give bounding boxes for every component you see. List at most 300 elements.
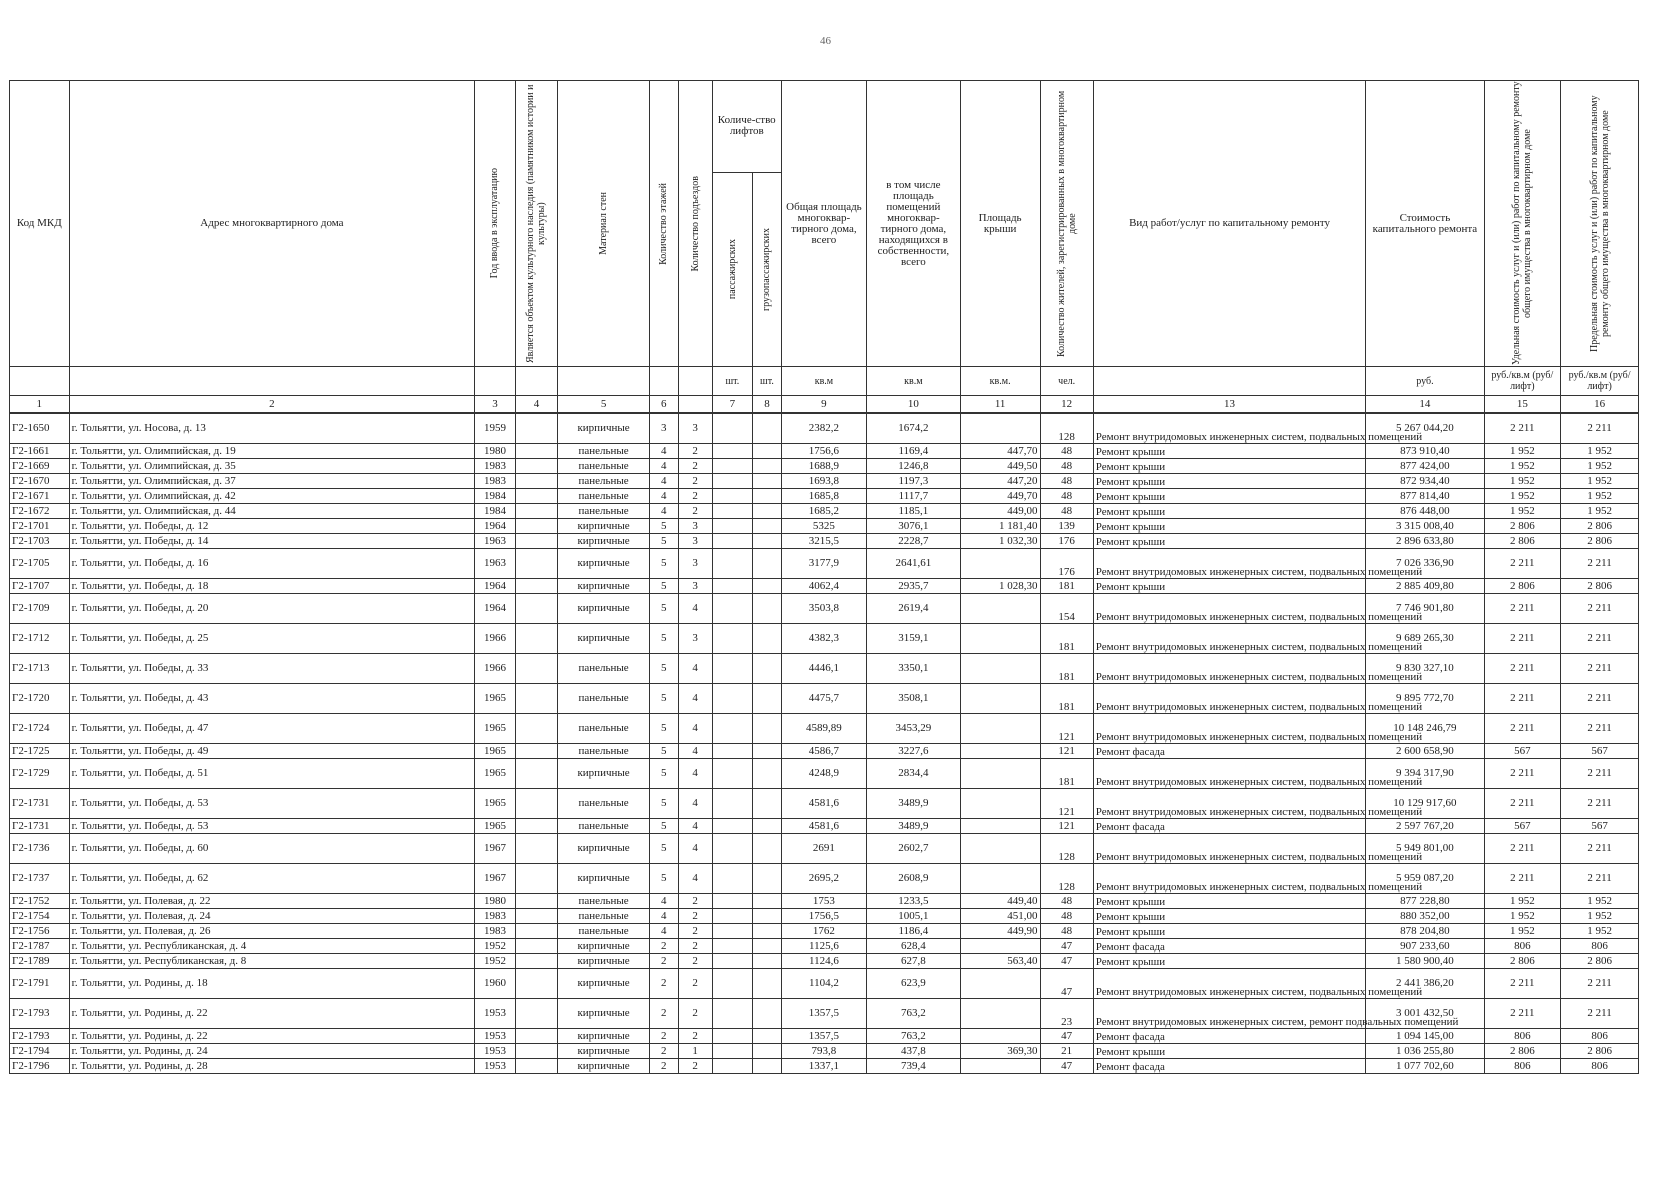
- cell-total-area: 4248,9: [781, 759, 866, 789]
- cell-residents: 181: [1040, 684, 1093, 714]
- cell-owned-area: 2602,7: [867, 834, 961, 864]
- cell-code: Г2-1712: [10, 624, 70, 654]
- column-number-row: [10, 396, 1639, 414]
- cell-code: Г2-1731: [10, 789, 70, 819]
- cell-entrances: 4: [678, 834, 712, 864]
- cell-cost: 5 267 044,20: [1366, 413, 1484, 444]
- cell-residents: 121: [1040, 819, 1093, 834]
- cell-code: Г2-1720: [10, 684, 70, 714]
- cell-max-cost: 2 211: [1561, 594, 1639, 624]
- table-row: [10, 999, 1639, 1029]
- cell-entrances: 2: [678, 459, 712, 474]
- cell-year: 1983: [475, 924, 515, 939]
- cell-roof-area: 449,90: [960, 924, 1040, 939]
- cell-floors: 5: [649, 579, 678, 594]
- table-row: [10, 1044, 1639, 1059]
- cell-owned-area: 3350,1: [867, 654, 961, 684]
- cell-unit-cost: 2 806: [1484, 519, 1561, 534]
- cell-address: г. Тольятти, ул. Победы, д. 16: [69, 549, 475, 579]
- cell-entrances: 2: [678, 474, 712, 489]
- cell-roof-area: 1 032,30: [960, 534, 1040, 549]
- cell-lifts-passenger: [712, 924, 752, 939]
- cell-unit-cost: 806: [1484, 1029, 1561, 1044]
- column-number: 11: [960, 396, 1040, 414]
- cell-residents: 47: [1040, 954, 1093, 969]
- cell-code: Г2-1752: [10, 894, 70, 909]
- cell-address: г. Тольятти, ул. Победы, д. 53: [69, 819, 475, 834]
- cell-floors: 5: [649, 624, 678, 654]
- header-floors: Количество этажей: [649, 81, 678, 367]
- cell-lifts-passenger: [712, 504, 752, 519]
- cell-year: 1980: [475, 894, 515, 909]
- cell-work-type: Ремонт крыши: [1093, 489, 1366, 504]
- cell-roof-area: [960, 654, 1040, 684]
- cell-cost: 2 885 409,80: [1366, 579, 1484, 594]
- cell-owned-area: 627,8: [867, 954, 961, 969]
- cell-work-type: Ремонт крыши: [1093, 519, 1366, 534]
- cell-roof-area: [960, 744, 1040, 759]
- cell-lifts-passenger: [712, 954, 752, 969]
- cell-residents: 121: [1040, 714, 1093, 744]
- table-row: [10, 504, 1639, 519]
- header-cultural: Является объектом культурного наследия (памятником истории и культуры): [515, 81, 558, 367]
- cell-year: 1963: [475, 534, 515, 549]
- cell-lifts-passenger: [712, 624, 752, 654]
- cell-address: г. Тольятти, ул. Родины, д. 24: [69, 1044, 475, 1059]
- table-row: [10, 413, 1639, 444]
- cell-lifts-cargo: [753, 834, 782, 864]
- cell-cost: 873 910,40: [1366, 444, 1484, 459]
- cell-total-area: 1357,5: [781, 999, 866, 1029]
- cell-lifts-cargo: [753, 684, 782, 714]
- cell-roof-area: [960, 999, 1040, 1029]
- cell-work-type: Ремонт крыши: [1093, 894, 1366, 909]
- cell-cost: 10 148 246,79: [1366, 714, 1484, 744]
- cell-address: г. Тольятти, ул. Победы, д. 51: [69, 759, 475, 789]
- cell-owned-area: 437,8: [867, 1044, 961, 1059]
- cell-material: панельные: [558, 789, 650, 819]
- cell-year: 1983: [475, 474, 515, 489]
- cell-entrances: 3: [678, 624, 712, 654]
- cell-entrances: 4: [678, 654, 712, 684]
- cell-material: панельные: [558, 489, 650, 504]
- cell-entrances: 4: [678, 684, 712, 714]
- cell-total-area: 4589,89: [781, 714, 866, 744]
- cell-code: Г2-1701: [10, 519, 70, 534]
- table-row: [10, 909, 1639, 924]
- cell-floors: 4: [649, 909, 678, 924]
- table-row: [10, 654, 1639, 684]
- cell-cost: 2 896 633,80: [1366, 534, 1484, 549]
- cell-work-type: Ремонт крыши: [1093, 444, 1366, 459]
- cell-max-cost: 2 806: [1561, 954, 1639, 969]
- cell-total-area: 1337,1: [781, 1059, 866, 1074]
- cell-owned-area: 763,2: [867, 1029, 961, 1044]
- cell-address: г. Тольятти, ул. Победы, д. 53: [69, 789, 475, 819]
- cell-total-area: 2695,2: [781, 864, 866, 894]
- cell-entrances: 4: [678, 744, 712, 759]
- cell-work-type: Ремонт крыши: [1093, 504, 1366, 519]
- cell-address: г. Тольятти, ул. Родины, д. 22: [69, 1029, 475, 1044]
- cell-floors: 2: [649, 939, 678, 954]
- cell-roof-area: [960, 834, 1040, 864]
- cell-unit-cost: 2 211: [1484, 654, 1561, 684]
- cell-max-cost: 1 952: [1561, 474, 1639, 489]
- cell-cultural: [515, 834, 558, 864]
- cell-residents: 181: [1040, 579, 1093, 594]
- cell-lifts-passenger: [712, 909, 752, 924]
- cell-code: Г2-1791: [10, 969, 70, 999]
- cell-code: Г2-1794: [10, 1044, 70, 1059]
- cell-work-type: Ремонт фасада: [1093, 819, 1366, 834]
- cell-year: 1966: [475, 624, 515, 654]
- cell-total-area: 3503,8: [781, 594, 866, 624]
- cell-owned-area: 1186,4: [867, 924, 961, 939]
- header-code: Код МКД: [10, 81, 70, 367]
- table-row: [10, 864, 1639, 894]
- cell-lifts-cargo: [753, 789, 782, 819]
- cell-material: кирпичные: [558, 999, 650, 1029]
- table-row: [10, 939, 1639, 954]
- cell-owned-area: 628,4: [867, 939, 961, 954]
- cell-work-type: Ремонт крыши: [1093, 954, 1366, 969]
- unit-roof-area: кв.м.: [960, 367, 1040, 396]
- cell-roof-area: [960, 549, 1040, 579]
- unit-owned-area: кв.м: [867, 367, 961, 396]
- cell-roof-area: 451,00: [960, 909, 1040, 924]
- cell-cultural: [515, 444, 558, 459]
- cell-material: кирпичные: [558, 413, 650, 444]
- cell-residents: 176: [1040, 549, 1093, 579]
- cell-address: г. Тольятти, ул. Родины, д. 22: [69, 999, 475, 1029]
- cell-work-type: Ремонт внутридомовых инженерных систем, подвальных помещений: [1093, 413, 1366, 444]
- cell-floors: 4: [649, 924, 678, 939]
- cell-entrances: 4: [678, 864, 712, 894]
- cell-material: панельные: [558, 714, 650, 744]
- cell-cultural: [515, 519, 558, 534]
- column-number: 16: [1561, 396, 1639, 414]
- cell-entrances: 2: [678, 909, 712, 924]
- cell-unit-cost: 2 211: [1484, 624, 1561, 654]
- cell-year: 1965: [475, 684, 515, 714]
- cell-unit-cost: 2 211: [1484, 789, 1561, 819]
- table-row: [10, 744, 1639, 759]
- cell-lifts-passenger: [712, 864, 752, 894]
- header-address: Адрес многоквартирного дома: [69, 81, 475, 367]
- cell-material: панельные: [558, 684, 650, 714]
- cell-address: г. Тольятти, ул. Родины, д. 18: [69, 969, 475, 999]
- header-residents: Количество жителей, зарегистрированных в многоквартирном доме: [1040, 81, 1093, 367]
- cell-material: кирпичные: [558, 954, 650, 969]
- cell-floors: 4: [649, 489, 678, 504]
- cell-lifts-passenger: [712, 654, 752, 684]
- cell-total-area: 4581,6: [781, 789, 866, 819]
- table-row: [10, 459, 1639, 474]
- table-row: [10, 759, 1639, 789]
- unit-max-cost: руб./кв.м (руб/лифт): [1561, 367, 1639, 396]
- cell-roof-area: 449,50: [960, 459, 1040, 474]
- cell-total-area: 4581,6: [781, 819, 866, 834]
- cell-roof-area: [960, 819, 1040, 834]
- cell-roof-area: [960, 624, 1040, 654]
- cell-unit-cost: 1 952: [1484, 489, 1561, 504]
- cell-floors: 5: [649, 819, 678, 834]
- cell-work-type: Ремонт внутридомовых инженерных систем, подвальных помещений: [1093, 654, 1366, 684]
- cell-unit-cost: 2 806: [1484, 954, 1561, 969]
- cell-cultural: [515, 789, 558, 819]
- cell-cultural: [515, 714, 558, 744]
- cell-material: кирпичные: [558, 1059, 650, 1074]
- cell-total-area: 2691: [781, 834, 866, 864]
- cell-material: кирпичные: [558, 624, 650, 654]
- cell-owned-area: 2935,7: [867, 579, 961, 594]
- cell-cultural: [515, 864, 558, 894]
- cell-cultural: [515, 594, 558, 624]
- cell-address: г. Тольятти, ул. Республиканская, д. 8: [69, 954, 475, 969]
- cell-cultural: [515, 1029, 558, 1044]
- cell-address: г. Тольятти, ул. Полевая, д. 26: [69, 924, 475, 939]
- cell-cultural: [515, 534, 558, 549]
- cell-material: кирпичные: [558, 594, 650, 624]
- cell-lifts-passenger: [712, 939, 752, 954]
- cell-entrances: 3: [678, 413, 712, 444]
- cell-year: 1953: [475, 1029, 515, 1044]
- cell-floors: 5: [649, 789, 678, 819]
- cell-lifts-cargo: [753, 549, 782, 579]
- cell-entrances: 1: [678, 1044, 712, 1059]
- cell-year: 1983: [475, 909, 515, 924]
- cell-max-cost: 1 952: [1561, 459, 1639, 474]
- cell-residents: 128: [1040, 834, 1093, 864]
- cell-roof-area: [960, 684, 1040, 714]
- cell-residents: 139: [1040, 519, 1093, 534]
- cell-owned-area: 1117,7: [867, 489, 961, 504]
- cell-entrances: 2: [678, 444, 712, 459]
- header-year: Год ввода в эксплуатацию: [475, 81, 515, 367]
- cell-cultural: [515, 909, 558, 924]
- cell-work-type: Ремонт крыши: [1093, 459, 1366, 474]
- cell-entrances: 4: [678, 819, 712, 834]
- cell-unit-cost: 2 211: [1484, 969, 1561, 999]
- cell-code: Г2-1725: [10, 744, 70, 759]
- cell-unit-cost: 2 806: [1484, 534, 1561, 549]
- cell-floors: 5: [649, 654, 678, 684]
- cell-work-type: Ремонт внутридомовых инженерных систем, подвальных помещений: [1093, 684, 1366, 714]
- cell-address: г. Тольятти, ул. Победы, д. 20: [69, 594, 475, 624]
- cell-lifts-cargo: [753, 1029, 782, 1044]
- cell-unit-cost: 2 211: [1484, 834, 1561, 864]
- cell-residents: 181: [1040, 654, 1093, 684]
- cell-lifts-passenger: [712, 519, 752, 534]
- cell-floors: 5: [649, 534, 678, 549]
- cell-year: 1965: [475, 819, 515, 834]
- cell-roof-area: [960, 1029, 1040, 1044]
- cell-code: Г2-1789: [10, 954, 70, 969]
- cell-roof-area: [960, 594, 1040, 624]
- column-number: 1: [10, 396, 70, 414]
- cell-roof-area: [960, 1059, 1040, 1074]
- cell-lifts-cargo: [753, 939, 782, 954]
- cell-owned-area: 3227,6: [867, 744, 961, 759]
- cell-owned-area: 3489,9: [867, 819, 961, 834]
- cell-floors: 4: [649, 444, 678, 459]
- cell-work-type: Ремонт фасада: [1093, 1029, 1366, 1044]
- header-lifts-passenger: пассажирских: [712, 172, 752, 366]
- cell-roof-area: [960, 864, 1040, 894]
- column-number: 9: [781, 396, 866, 414]
- table-row: [10, 789, 1639, 819]
- cell-address: г. Тольятти, ул. Победы, д. 12: [69, 519, 475, 534]
- cell-residents: 47: [1040, 1059, 1093, 1074]
- cell-floors: 5: [649, 864, 678, 894]
- cell-unit-cost: 2 211: [1484, 594, 1561, 624]
- cell-cultural: [515, 549, 558, 579]
- cell-entrances: 3: [678, 579, 712, 594]
- cell-lifts-cargo: [753, 413, 782, 444]
- cell-work-type: Ремонт крыши: [1093, 1044, 1366, 1059]
- header-lifts: Количе-ство лифтов: [712, 81, 781, 173]
- cell-unit-cost: 2 211: [1484, 549, 1561, 579]
- cell-lifts-cargo: [753, 474, 782, 489]
- table-row: [10, 534, 1639, 549]
- cell-code: Г2-1671: [10, 489, 70, 504]
- cell-cost: 7 746 901,80: [1366, 594, 1484, 624]
- cell-material: кирпичные: [558, 579, 650, 594]
- cell-residents: 121: [1040, 744, 1093, 759]
- cell-lifts-passenger: [712, 894, 752, 909]
- cell-work-type: Ремонт внутридомовых инженерных систем, подвальных помещений: [1093, 714, 1366, 744]
- cell-cultural: [515, 459, 558, 474]
- cell-max-cost: 1 952: [1561, 504, 1639, 519]
- cell-entrances: 2: [678, 504, 712, 519]
- cell-lifts-passenger: [712, 444, 752, 459]
- cell-roof-area: [960, 413, 1040, 444]
- cell-year: 1965: [475, 744, 515, 759]
- cell-code: Г2-1669: [10, 459, 70, 474]
- cell-max-cost: 2 211: [1561, 999, 1639, 1029]
- cell-residents: 181: [1040, 624, 1093, 654]
- cell-address: г. Тольятти, ул. Олимпийская, д. 44: [69, 504, 475, 519]
- cell-residents: 128: [1040, 864, 1093, 894]
- cell-max-cost: 2 211: [1561, 864, 1639, 894]
- cell-total-area: 4382,3: [781, 624, 866, 654]
- cell-roof-area: 449,70: [960, 489, 1040, 504]
- table-row: [10, 549, 1639, 579]
- unit-lifts-cargo: шт.: [753, 367, 782, 396]
- cell-lifts-passenger: [712, 474, 752, 489]
- cell-year: 1953: [475, 1059, 515, 1074]
- cell-cultural: [515, 999, 558, 1029]
- cell-unit-cost: 2 211: [1484, 759, 1561, 789]
- table-row: [10, 1059, 1639, 1074]
- cell-cultural: [515, 654, 558, 684]
- cell-entrances: 2: [678, 1029, 712, 1044]
- cell-cultural: [515, 1044, 558, 1059]
- cell-lifts-cargo: [753, 909, 782, 924]
- column-number: 4: [515, 396, 558, 414]
- cell-floors: 2: [649, 999, 678, 1029]
- cell-code: Г2-1705: [10, 549, 70, 579]
- cell-cultural: [515, 924, 558, 939]
- cell-owned-area: 763,2: [867, 999, 961, 1029]
- cell-cultural: [515, 504, 558, 519]
- cell-max-cost: 2 211: [1561, 624, 1639, 654]
- cell-cost: 877 228,80: [1366, 894, 1484, 909]
- cell-year: 1965: [475, 789, 515, 819]
- cell-year: 1964: [475, 594, 515, 624]
- cell-year: 1966: [475, 654, 515, 684]
- cell-unit-cost: 1 952: [1484, 474, 1561, 489]
- cell-unit-cost: 1 952: [1484, 504, 1561, 519]
- cell-code: Г2-1793: [10, 1029, 70, 1044]
- cell-owned-area: 1197,3: [867, 474, 961, 489]
- column-number: 13: [1093, 396, 1366, 414]
- column-number: 8: [753, 396, 782, 414]
- cell-work-type: Ремонт фасада: [1093, 939, 1366, 954]
- cell-work-type: Ремонт фасада: [1093, 744, 1366, 759]
- cell-residents: 47: [1040, 1029, 1093, 1044]
- cell-lifts-passenger: [712, 684, 752, 714]
- cell-unit-cost: 2 211: [1484, 714, 1561, 744]
- cell-entrances: 2: [678, 999, 712, 1029]
- cell-address: г. Тольятти, ул. Олимпийская, д. 35: [69, 459, 475, 474]
- cell-code: Г2-1736: [10, 834, 70, 864]
- header-total-area: Общая площадь многоквар-тирного дома, всего: [781, 81, 866, 367]
- cell-floors: 5: [649, 759, 678, 789]
- column-number: 14: [1366, 396, 1484, 414]
- cell-entrances: 2: [678, 894, 712, 909]
- cell-max-cost: 2 211: [1561, 789, 1639, 819]
- cell-unit-cost: 1 952: [1484, 909, 1561, 924]
- cell-owned-area: 2608,9: [867, 864, 961, 894]
- cell-unit-cost: 2 211: [1484, 864, 1561, 894]
- cell-floors: 5: [649, 744, 678, 759]
- cell-lifts-passenger: [712, 744, 752, 759]
- cell-cost: 1 094 145,00: [1366, 1029, 1484, 1044]
- cell-unit-cost: 567: [1484, 744, 1561, 759]
- cell-lifts-cargo: [753, 489, 782, 504]
- cell-total-area: 1756,6: [781, 444, 866, 459]
- cell-material: кирпичные: [558, 939, 650, 954]
- cell-material: панельные: [558, 909, 650, 924]
- header-lifts-cargo: грузопассажирских: [753, 172, 782, 366]
- cell-code: Г2-1703: [10, 534, 70, 549]
- unit-unit-cost: руб./кв.м (руб/лифт): [1484, 367, 1561, 396]
- cell-total-area: 1685,2: [781, 504, 866, 519]
- cell-max-cost: 1 952: [1561, 924, 1639, 939]
- cell-max-cost: 1 952: [1561, 894, 1639, 909]
- cell-code: Г2-1724: [10, 714, 70, 744]
- cell-year: 1952: [475, 954, 515, 969]
- cell-address: г. Тольятти, ул. Носова, д. 13: [69, 413, 475, 444]
- cell-max-cost: 2 211: [1561, 969, 1639, 999]
- cell-unit-cost: 2 806: [1484, 579, 1561, 594]
- cell-lifts-cargo: [753, 864, 782, 894]
- cell-entrances: 4: [678, 759, 712, 789]
- table-row: [10, 684, 1639, 714]
- cell-material: панельные: [558, 924, 650, 939]
- cell-total-area: 4062,4: [781, 579, 866, 594]
- unit-lifts-passenger: шт.: [712, 367, 752, 396]
- cell-entrances: 4: [678, 789, 712, 819]
- table-row: [10, 519, 1639, 534]
- table-row: [10, 954, 1639, 969]
- cell-material: кирпичные: [558, 534, 650, 549]
- cell-residents: 121: [1040, 789, 1093, 819]
- column-number: 15: [1484, 396, 1561, 414]
- cell-residents: 23: [1040, 999, 1093, 1029]
- cell-year: 1983: [475, 459, 515, 474]
